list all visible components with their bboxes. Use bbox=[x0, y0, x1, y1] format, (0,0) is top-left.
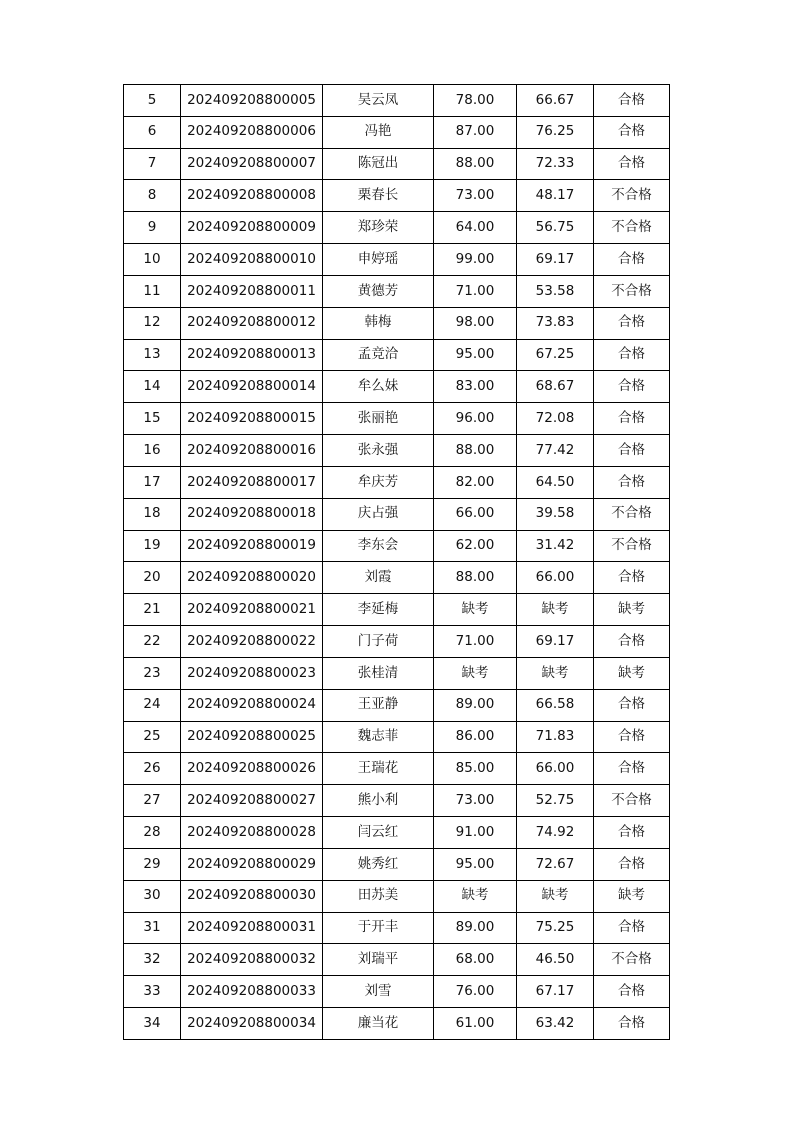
row-number-cell: 28 bbox=[124, 817, 181, 849]
name-cell: 牟庆芳 bbox=[323, 466, 434, 498]
name-cell: 申婷瑶 bbox=[323, 244, 434, 276]
score-cell: 73.00 bbox=[434, 785, 517, 817]
name-cell: 刘瑞平 bbox=[323, 944, 434, 976]
row-number-cell: 8 bbox=[124, 180, 181, 212]
total-score-cell: 72.08 bbox=[517, 403, 594, 435]
exam-id-cell: 202409208800024 bbox=[181, 689, 323, 721]
exam-id-cell: 202409208800009 bbox=[181, 212, 323, 244]
result-cell: 不合格 bbox=[594, 180, 670, 212]
total-score-cell: 66.00 bbox=[517, 562, 594, 594]
row-number-cell: 6 bbox=[124, 116, 181, 148]
result-cell: 合格 bbox=[594, 817, 670, 849]
exam-id-cell: 202409208800006 bbox=[181, 116, 323, 148]
result-cell: 合格 bbox=[594, 116, 670, 148]
row-number-cell: 5 bbox=[124, 85, 181, 117]
score-cell: 66.00 bbox=[434, 498, 517, 530]
row-number-cell: 10 bbox=[124, 244, 181, 276]
exam-id-cell: 202409208800011 bbox=[181, 275, 323, 307]
name-cell: 闫云红 bbox=[323, 817, 434, 849]
exam-id-cell: 202409208800020 bbox=[181, 562, 323, 594]
name-cell: 刘霞 bbox=[323, 562, 434, 594]
name-cell: 门子荷 bbox=[323, 626, 434, 658]
score-cell: 缺考 bbox=[434, 880, 517, 912]
name-cell: 栗春长 bbox=[323, 180, 434, 212]
total-score-cell: 72.67 bbox=[517, 848, 594, 880]
table-row bbox=[124, 148, 670, 180]
score-cell: 71.00 bbox=[434, 275, 517, 307]
table-row bbox=[124, 817, 670, 849]
name-cell: 陈冠出 bbox=[323, 148, 434, 180]
result-cell: 合格 bbox=[594, 148, 670, 180]
row-number-cell: 32 bbox=[124, 944, 181, 976]
row-number-cell: 30 bbox=[124, 880, 181, 912]
result-cell: 合格 bbox=[594, 339, 670, 371]
result-cell: 不合格 bbox=[594, 212, 670, 244]
result-cell: 不合格 bbox=[594, 785, 670, 817]
row-number-cell: 20 bbox=[124, 562, 181, 594]
table-row bbox=[124, 912, 670, 944]
table-row bbox=[124, 1008, 670, 1040]
row-number-cell: 19 bbox=[124, 530, 181, 562]
exam-id-cell: 202409208800017 bbox=[181, 466, 323, 498]
exam-id-cell: 202409208800015 bbox=[181, 403, 323, 435]
row-number-cell: 9 bbox=[124, 212, 181, 244]
row-number-cell: 29 bbox=[124, 848, 181, 880]
table-row bbox=[124, 626, 670, 658]
result-cell: 合格 bbox=[594, 976, 670, 1008]
exam-id-cell: 202409208800013 bbox=[181, 339, 323, 371]
result-cell: 合格 bbox=[594, 721, 670, 753]
name-cell: 魏志菲 bbox=[323, 721, 434, 753]
table-row bbox=[124, 944, 670, 976]
name-cell: 李东会 bbox=[323, 530, 434, 562]
result-cell: 合格 bbox=[594, 848, 670, 880]
exam-id-cell: 202409208800022 bbox=[181, 626, 323, 658]
score-cell: 78.00 bbox=[434, 85, 517, 117]
total-score-cell: 74.92 bbox=[517, 817, 594, 849]
row-number-cell: 13 bbox=[124, 339, 181, 371]
result-cell: 不合格 bbox=[594, 275, 670, 307]
exam-id-cell: 202409208800025 bbox=[181, 721, 323, 753]
total-score-cell: 缺考 bbox=[517, 880, 594, 912]
score-cell: 85.00 bbox=[434, 753, 517, 785]
name-cell: 姚秀红 bbox=[323, 848, 434, 880]
table-row bbox=[124, 848, 670, 880]
table-row bbox=[124, 307, 670, 339]
row-number-cell: 7 bbox=[124, 148, 181, 180]
exam-id-cell: 202409208800007 bbox=[181, 148, 323, 180]
total-score-cell: 66.58 bbox=[517, 689, 594, 721]
score-cell: 83.00 bbox=[434, 371, 517, 403]
score-cell: 98.00 bbox=[434, 307, 517, 339]
score-cell: 88.00 bbox=[434, 435, 517, 467]
score-cell: 64.00 bbox=[434, 212, 517, 244]
row-number-cell: 26 bbox=[124, 753, 181, 785]
result-cell: 不合格 bbox=[594, 530, 670, 562]
score-cell: 61.00 bbox=[434, 1008, 517, 1040]
exam-id-cell: 202409208800010 bbox=[181, 244, 323, 276]
total-score-cell: 66.00 bbox=[517, 753, 594, 785]
exam-id-cell: 202409208800016 bbox=[181, 435, 323, 467]
name-cell: 牟么妹 bbox=[323, 371, 434, 403]
table-row bbox=[124, 753, 670, 785]
results-table-body bbox=[124, 85, 670, 1040]
table-row bbox=[124, 562, 670, 594]
name-cell: 郑珍荣 bbox=[323, 212, 434, 244]
name-cell: 张永强 bbox=[323, 435, 434, 467]
name-cell: 韩梅 bbox=[323, 307, 434, 339]
exam-id-cell: 202409208800027 bbox=[181, 785, 323, 817]
total-score-cell: 64.50 bbox=[517, 466, 594, 498]
result-cell: 缺考 bbox=[594, 657, 670, 689]
exam-id-cell: 202409208800014 bbox=[181, 371, 323, 403]
result-cell: 合格 bbox=[594, 244, 670, 276]
total-score-cell: 72.33 bbox=[517, 148, 594, 180]
row-number-cell: 11 bbox=[124, 275, 181, 307]
table-row bbox=[124, 880, 670, 912]
result-cell: 合格 bbox=[594, 371, 670, 403]
exam-id-cell: 202409208800021 bbox=[181, 594, 323, 626]
table-row bbox=[124, 275, 670, 307]
total-score-cell: 缺考 bbox=[517, 594, 594, 626]
result-cell: 合格 bbox=[594, 1008, 670, 1040]
score-cell: 86.00 bbox=[434, 721, 517, 753]
row-number-cell: 25 bbox=[124, 721, 181, 753]
total-score-cell: 76.25 bbox=[517, 116, 594, 148]
total-score-cell: 71.83 bbox=[517, 721, 594, 753]
table-row bbox=[124, 212, 670, 244]
name-cell: 庆占强 bbox=[323, 498, 434, 530]
total-score-cell: 67.25 bbox=[517, 339, 594, 371]
result-cell: 不合格 bbox=[594, 944, 670, 976]
total-score-cell: 69.17 bbox=[517, 626, 594, 658]
result-cell: 合格 bbox=[594, 435, 670, 467]
table-row bbox=[124, 657, 670, 689]
score-cell: 87.00 bbox=[434, 116, 517, 148]
row-number-cell: 18 bbox=[124, 498, 181, 530]
table-row bbox=[124, 403, 670, 435]
exam-id-cell: 202409208800026 bbox=[181, 753, 323, 785]
results-table bbox=[123, 84, 670, 1040]
total-score-cell: 75.25 bbox=[517, 912, 594, 944]
score-cell: 88.00 bbox=[434, 148, 517, 180]
total-score-cell: 46.50 bbox=[517, 944, 594, 976]
name-cell: 王亚静 bbox=[323, 689, 434, 721]
row-number-cell: 31 bbox=[124, 912, 181, 944]
result-cell: 合格 bbox=[594, 85, 670, 117]
row-number-cell: 33 bbox=[124, 976, 181, 1008]
result-cell: 缺考 bbox=[594, 880, 670, 912]
total-score-cell: 69.17 bbox=[517, 244, 594, 276]
row-number-cell: 16 bbox=[124, 435, 181, 467]
score-cell: 82.00 bbox=[434, 466, 517, 498]
exam-id-cell: 202409208800031 bbox=[181, 912, 323, 944]
total-score-cell: 73.83 bbox=[517, 307, 594, 339]
score-cell: 99.00 bbox=[434, 244, 517, 276]
score-cell: 缺考 bbox=[434, 657, 517, 689]
exam-id-cell: 202409208800030 bbox=[181, 880, 323, 912]
name-cell: 田苏美 bbox=[323, 880, 434, 912]
table-row bbox=[124, 498, 670, 530]
row-number-cell: 14 bbox=[124, 371, 181, 403]
score-cell: 96.00 bbox=[434, 403, 517, 435]
name-cell: 于开丰 bbox=[323, 912, 434, 944]
name-cell: 冯艳 bbox=[323, 116, 434, 148]
exam-id-cell: 202409208800005 bbox=[181, 85, 323, 117]
total-score-cell: 66.67 bbox=[517, 85, 594, 117]
name-cell: 李延梅 bbox=[323, 594, 434, 626]
exam-id-cell: 202409208800033 bbox=[181, 976, 323, 1008]
exam-id-cell: 202409208800012 bbox=[181, 307, 323, 339]
exam-id-cell: 202409208800029 bbox=[181, 848, 323, 880]
result-cell: 合格 bbox=[594, 912, 670, 944]
row-number-cell: 15 bbox=[124, 403, 181, 435]
total-score-cell: 56.75 bbox=[517, 212, 594, 244]
name-cell: 张丽艳 bbox=[323, 403, 434, 435]
row-number-cell: 34 bbox=[124, 1008, 181, 1040]
exam-id-cell: 202409208800008 bbox=[181, 180, 323, 212]
total-score-cell: 53.58 bbox=[517, 275, 594, 307]
exam-id-cell: 202409208800018 bbox=[181, 498, 323, 530]
total-score-cell: 67.17 bbox=[517, 976, 594, 1008]
name-cell: 吴云凤 bbox=[323, 85, 434, 117]
exam-id-cell: 202409208800023 bbox=[181, 657, 323, 689]
name-cell: 熊小利 bbox=[323, 785, 434, 817]
name-cell: 刘雪 bbox=[323, 976, 434, 1008]
row-number-cell: 12 bbox=[124, 307, 181, 339]
result-cell: 合格 bbox=[594, 689, 670, 721]
score-cell: 89.00 bbox=[434, 912, 517, 944]
exam-id-cell: 202409208800028 bbox=[181, 817, 323, 849]
result-cell: 合格 bbox=[594, 403, 670, 435]
score-cell: 62.00 bbox=[434, 530, 517, 562]
result-cell: 合格 bbox=[594, 753, 670, 785]
table-row bbox=[124, 116, 670, 148]
score-cell: 95.00 bbox=[434, 339, 517, 371]
table-row bbox=[124, 85, 670, 117]
total-score-cell: 缺考 bbox=[517, 657, 594, 689]
score-cell: 68.00 bbox=[434, 944, 517, 976]
table-row bbox=[124, 371, 670, 403]
row-number-cell: 23 bbox=[124, 657, 181, 689]
table-row bbox=[124, 594, 670, 626]
name-cell: 孟竞洽 bbox=[323, 339, 434, 371]
exam-id-cell: 202409208800019 bbox=[181, 530, 323, 562]
result-cell: 不合格 bbox=[594, 498, 670, 530]
table-row bbox=[124, 976, 670, 1008]
total-score-cell: 52.75 bbox=[517, 785, 594, 817]
result-cell: 合格 bbox=[594, 307, 670, 339]
score-cell: 88.00 bbox=[434, 562, 517, 594]
total-score-cell: 77.42 bbox=[517, 435, 594, 467]
row-number-cell: 21 bbox=[124, 594, 181, 626]
total-score-cell: 39.58 bbox=[517, 498, 594, 530]
table-row bbox=[124, 180, 670, 212]
exam-id-cell: 202409208800032 bbox=[181, 944, 323, 976]
row-number-cell: 27 bbox=[124, 785, 181, 817]
score-cell: 95.00 bbox=[434, 848, 517, 880]
row-number-cell: 17 bbox=[124, 466, 181, 498]
score-cell: 71.00 bbox=[434, 626, 517, 658]
result-cell: 合格 bbox=[594, 466, 670, 498]
table-row bbox=[124, 339, 670, 371]
table-row bbox=[124, 785, 670, 817]
name-cell: 廉当花 bbox=[323, 1008, 434, 1040]
row-number-cell: 24 bbox=[124, 689, 181, 721]
name-cell: 张桂清 bbox=[323, 657, 434, 689]
name-cell: 黄德芳 bbox=[323, 275, 434, 307]
exam-id-cell: 202409208800034 bbox=[181, 1008, 323, 1040]
score-cell: 89.00 bbox=[434, 689, 517, 721]
result-cell: 缺考 bbox=[594, 594, 670, 626]
score-cell: 76.00 bbox=[434, 976, 517, 1008]
total-score-cell: 68.67 bbox=[517, 371, 594, 403]
score-cell: 91.00 bbox=[434, 817, 517, 849]
table-row bbox=[124, 530, 670, 562]
name-cell: 王瑞花 bbox=[323, 753, 434, 785]
score-cell: 缺考 bbox=[434, 594, 517, 626]
result-cell: 合格 bbox=[594, 562, 670, 594]
total-score-cell: 48.17 bbox=[517, 180, 594, 212]
table-row bbox=[124, 244, 670, 276]
total-score-cell: 63.42 bbox=[517, 1008, 594, 1040]
table-row bbox=[124, 689, 670, 721]
total-score-cell: 31.42 bbox=[517, 530, 594, 562]
table-row bbox=[124, 435, 670, 467]
row-number-cell: 22 bbox=[124, 626, 181, 658]
table-row bbox=[124, 721, 670, 753]
score-cell: 73.00 bbox=[434, 180, 517, 212]
table-row bbox=[124, 466, 670, 498]
result-cell: 合格 bbox=[594, 626, 670, 658]
